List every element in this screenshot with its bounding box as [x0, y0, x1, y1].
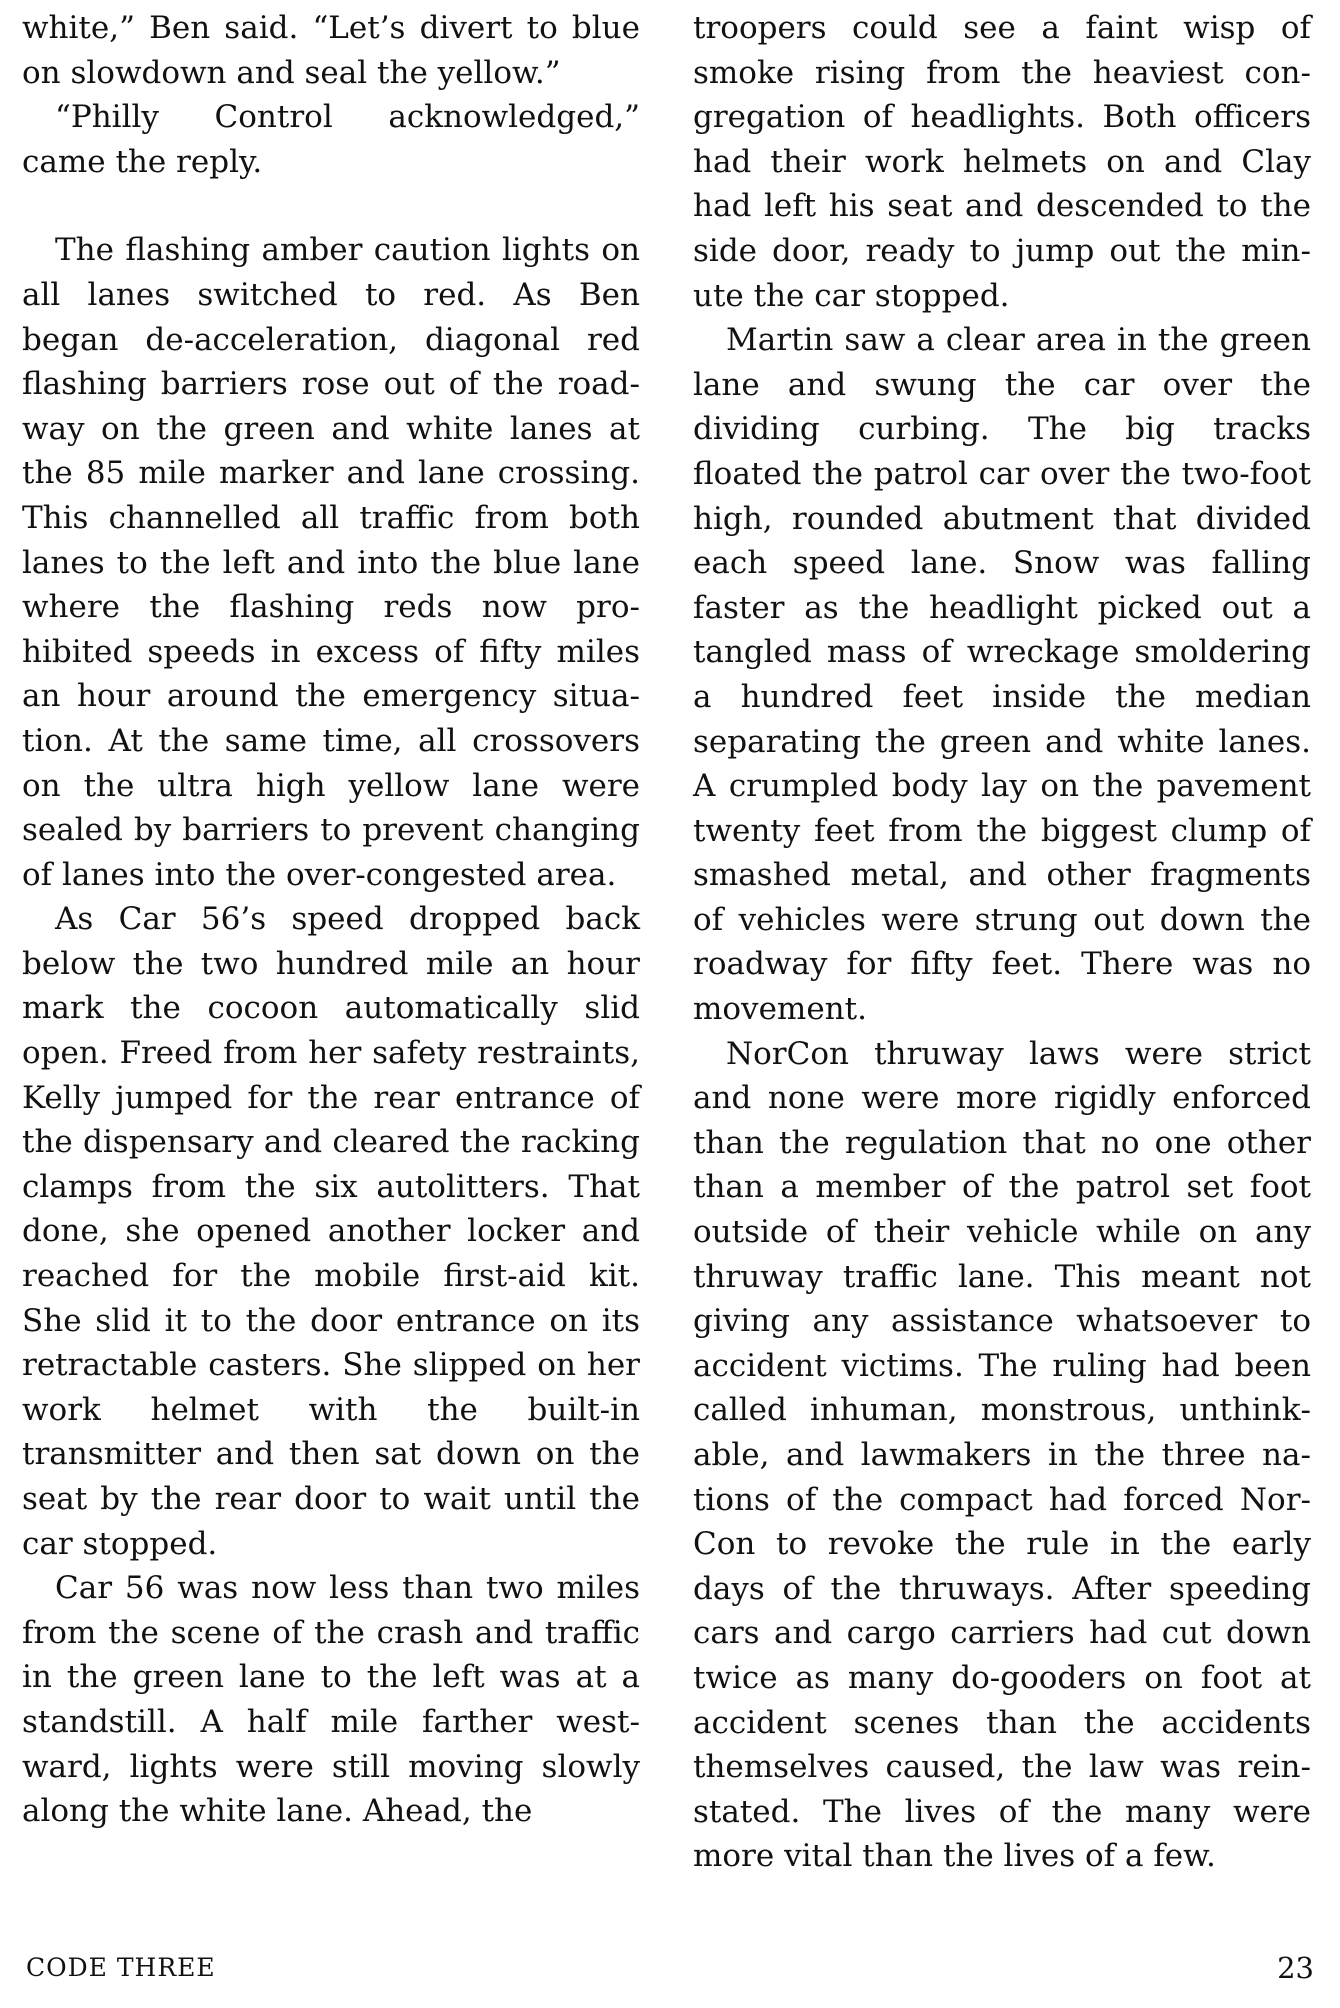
paragraph-norcon-laws: NorCon thruway laws were strict and none were more rigidly enforced than the regulation that no one other than a member of the patrol set foot outside of their vehicle while on any thruway traffic lane. This meant not giving any assistance whatsoever to accident victims. The ruling had been called inhuman, monstrous, unthinkable, and lawmakers in the three nations of the compact had forced NorCon to revoke the rule in the early days of the thruways. After speeding cars and cargo carriers had cut down twice as many do-gooders on foot at accident scenes than the accidents themselves caused, the law was reinstated. The lives of the many were more vital than the lives of a few.: [693, 1035, 1311, 1875]
paragraph-troopers-smoke: troopers could see a faint wisp of smoke rising from the heaviest congregation of headlights. Both officers had their work helmets on and Clay had left his seat and descended to the side door, ready to jump out the minute the car stopped.: [693, 10, 1311, 314]
paragraph-dialogue-ben: white,” Ben said. “Let’s divert to blue on slowdown and seal the yellow.”: [22, 10, 640, 91]
left-text-column: [22, 6, 640, 1834]
page-number: 23: [1277, 1951, 1314, 1985]
paragraph-caution-lights: The flashing amber caution lights on all lanes switched to red. As Ben began de-acceleration, diagonal red flashing barriers rose out of the roadway on the green and white lanes at the 85 mile marker and lane crossing. This channelled all traffic from both lanes to the left and into the blue lane where the flashing reds now prohibited speeds in excess of fifty miles an hour around the emergency situation. At the same time, all crossovers on the ultra high yellow lane were sealed by barriers to prevent changing of lanes into the over-congested area.: [22, 232, 640, 893]
paragraph-martin-clear-area: Martin saw a clear area in the green lane and swung the car over the dividing curbing. The big tracks floated the patrol car over the two-foot high, rounded abutment that divided each speed lane. Snow was falling faster as the headlight picked out a tangled mass of wreckage smoldering a hundred feet inside the median separating the green and white lanes. A crumpled body lay on the pavement twenty feet from the biggest clump of smashed metal, and other fragments of vehicles were strung out down the roadway for fifty feet. There was no movement.: [693, 322, 1311, 1028]
running-title: CODE THREE: [26, 1953, 216, 1982]
paragraph-car-56-speed: As Car 56’s speed dropped back below the two hundred mile an hour mark the cocoon automatically slid open. Freed from her safety restraints, Kelly jumped for the rear entrance of the dispensary and cleared the racking clamps from the six autolitters. That done, she opened another locker and reached for the mobile first-aid kit. She slid it to the door entrance on its retractable casters. She slipped on her work helmet with the built-in transmitter and then sat down on the seat by the rear door to wait until the car stopped.: [22, 901, 640, 1562]
paragraph-philly-control-reply: “Philly Control acknowledged,” came the reply.: [22, 99, 640, 180]
paragraph-approach-crash: Car 56 was now less than two miles from the scene of the crash and traffic in the green lane to the left was at a standstill. A half mile farther westward, lights were still moving slowly along the white lane. Ahead, the: [22, 1570, 640, 1830]
right-text-column: [693, 6, 1311, 1879]
